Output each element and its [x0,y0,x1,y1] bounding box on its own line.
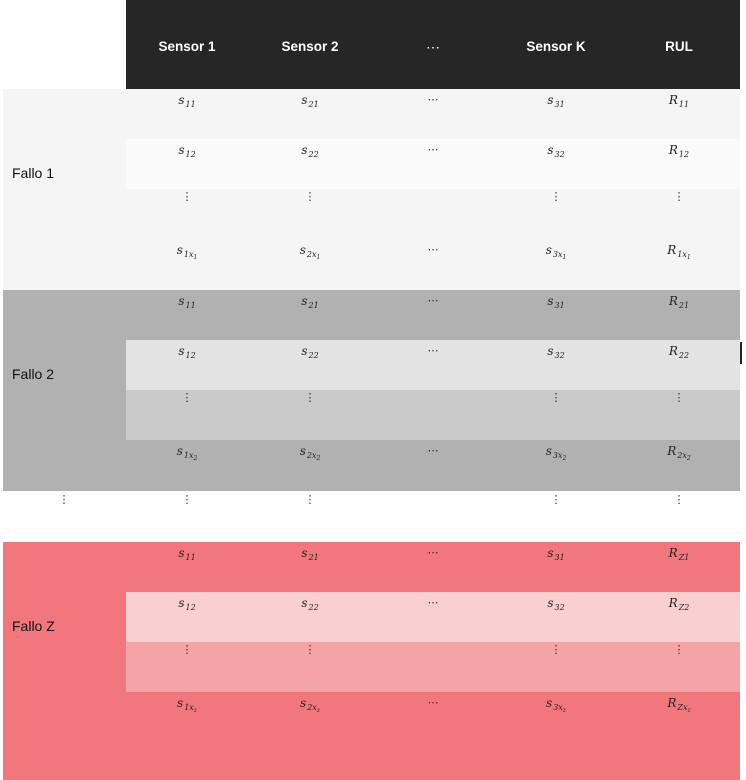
table-cell: $s_{11}$ [178,546,196,562]
column-header: RUL [665,39,693,54]
ellipsis-row [0,490,746,510]
table-cell: ⋮ [550,190,562,203]
table-cell: ⋮ [181,190,193,203]
table-cell: $R_{21}$ [668,294,690,310]
table-cell: ⋯ [427,444,439,457]
vdots-symbol: ⋮ [58,493,70,506]
table-cell: ⋯ [427,596,439,609]
table-cell: $s_{3x_1}$ [545,243,567,261]
table-cell: $s_{12}$ [178,344,196,360]
vdots-symbol: ⋮ [550,493,562,506]
table-cell: $s_{3x_2}$ [545,444,567,462]
column-header: ⋯ [426,39,440,55]
table-cell: ⋮ [181,643,193,656]
table-cell: ⋯ [427,93,439,106]
table-cell: $s_{2x_z}$ [300,696,320,714]
table-row [0,140,746,160]
table-cell: ⋮ [550,391,562,404]
table-cell: ⋯ [427,243,439,256]
table-cell: $s_{1x_2}$ [176,444,198,462]
table-cell: $s_{12}$ [178,143,196,159]
table-cell: $s_{3x_z}$ [546,696,566,714]
table-cell: ⋯ [427,344,439,357]
vdots-symbol: ⋮ [673,493,685,506]
table-cell: $R_{1x_1}$ [667,243,691,261]
text-cursor [740,342,742,364]
table-cell: $s_{1x_z}$ [177,696,197,714]
table-cell: $s_{31}$ [547,546,565,562]
table-cell: ⋯ [427,143,439,156]
table-row [0,291,746,311]
table-cell: $s_{11}$ [178,294,196,310]
table-cell: ⋮ [304,643,316,656]
fault-group [3,542,740,780]
table-row [0,593,746,613]
table-cell: $s_{2x_1}$ [299,243,321,261]
fault-label: Fallo Z [12,618,55,634]
table-cell: $s_{22}$ [301,596,319,612]
table-cell: $R_{Z1}$ [668,546,690,562]
table-row [0,441,746,461]
table-row [0,543,746,563]
table-cell: $s_{21}$ [301,93,319,109]
table-cell: $s_{32}$ [547,344,565,360]
table-cell: ⋮ [550,643,562,656]
table-cell: $R_{Zx_z}$ [667,696,691,714]
table-cell: ⋮ [673,643,685,656]
table-cell: $R_{Z2}$ [668,596,690,612]
fault-label: Fallo 2 [12,366,55,382]
column-header: Sensor K [526,39,586,54]
table-cell: $s_{31}$ [547,93,565,109]
table-cell: $R_{12}$ [668,143,690,159]
table-cell: $s_{22}$ [301,344,319,360]
table-cell: $R_{22}$ [668,344,690,360]
table-row [0,341,746,361]
table-cell: $s_{22}$ [301,143,319,159]
table-row [0,240,746,260]
table-cell: $s_{2x_2}$ [299,444,321,462]
table-cell: ⋯ [427,294,439,307]
table-cell: ⋮ [304,190,316,203]
table-cell: ⋮ [673,190,685,203]
vdots-symbol: ⋮ [304,493,316,506]
table-cell: ⋯ [427,696,439,709]
table-row [0,640,746,660]
table-cell: $s_{31}$ [547,294,565,310]
table-row [0,388,746,408]
column-header: Sensor 1 [158,39,216,54]
table-row [0,187,746,207]
table-cell: ⋯ [427,546,439,559]
table-cell: $s_{32}$ [547,143,565,159]
table-cell: $s_{1x_1}$ [176,243,198,261]
fault-label: Fallo 1 [12,165,55,181]
table-cell: $s_{21}$ [301,294,319,310]
table-cell: ⋮ [673,391,685,404]
table-row [0,693,746,713]
table-cell: $s_{21}$ [301,546,319,562]
table-cell: ⋮ [181,391,193,404]
table-cell: $s_{12}$ [178,596,196,612]
table-cell: ⋮ [304,391,316,404]
vdots-symbol: ⋮ [181,493,193,506]
table-cell: $R_{2x_2}$ [667,444,691,462]
table-row [0,90,746,110]
table-cell: $R_{11}$ [668,93,690,109]
column-header: Sensor 2 [281,39,339,54]
table-cell: $s_{32}$ [547,596,565,612]
table-cell: $s_{11}$ [178,93,196,109]
